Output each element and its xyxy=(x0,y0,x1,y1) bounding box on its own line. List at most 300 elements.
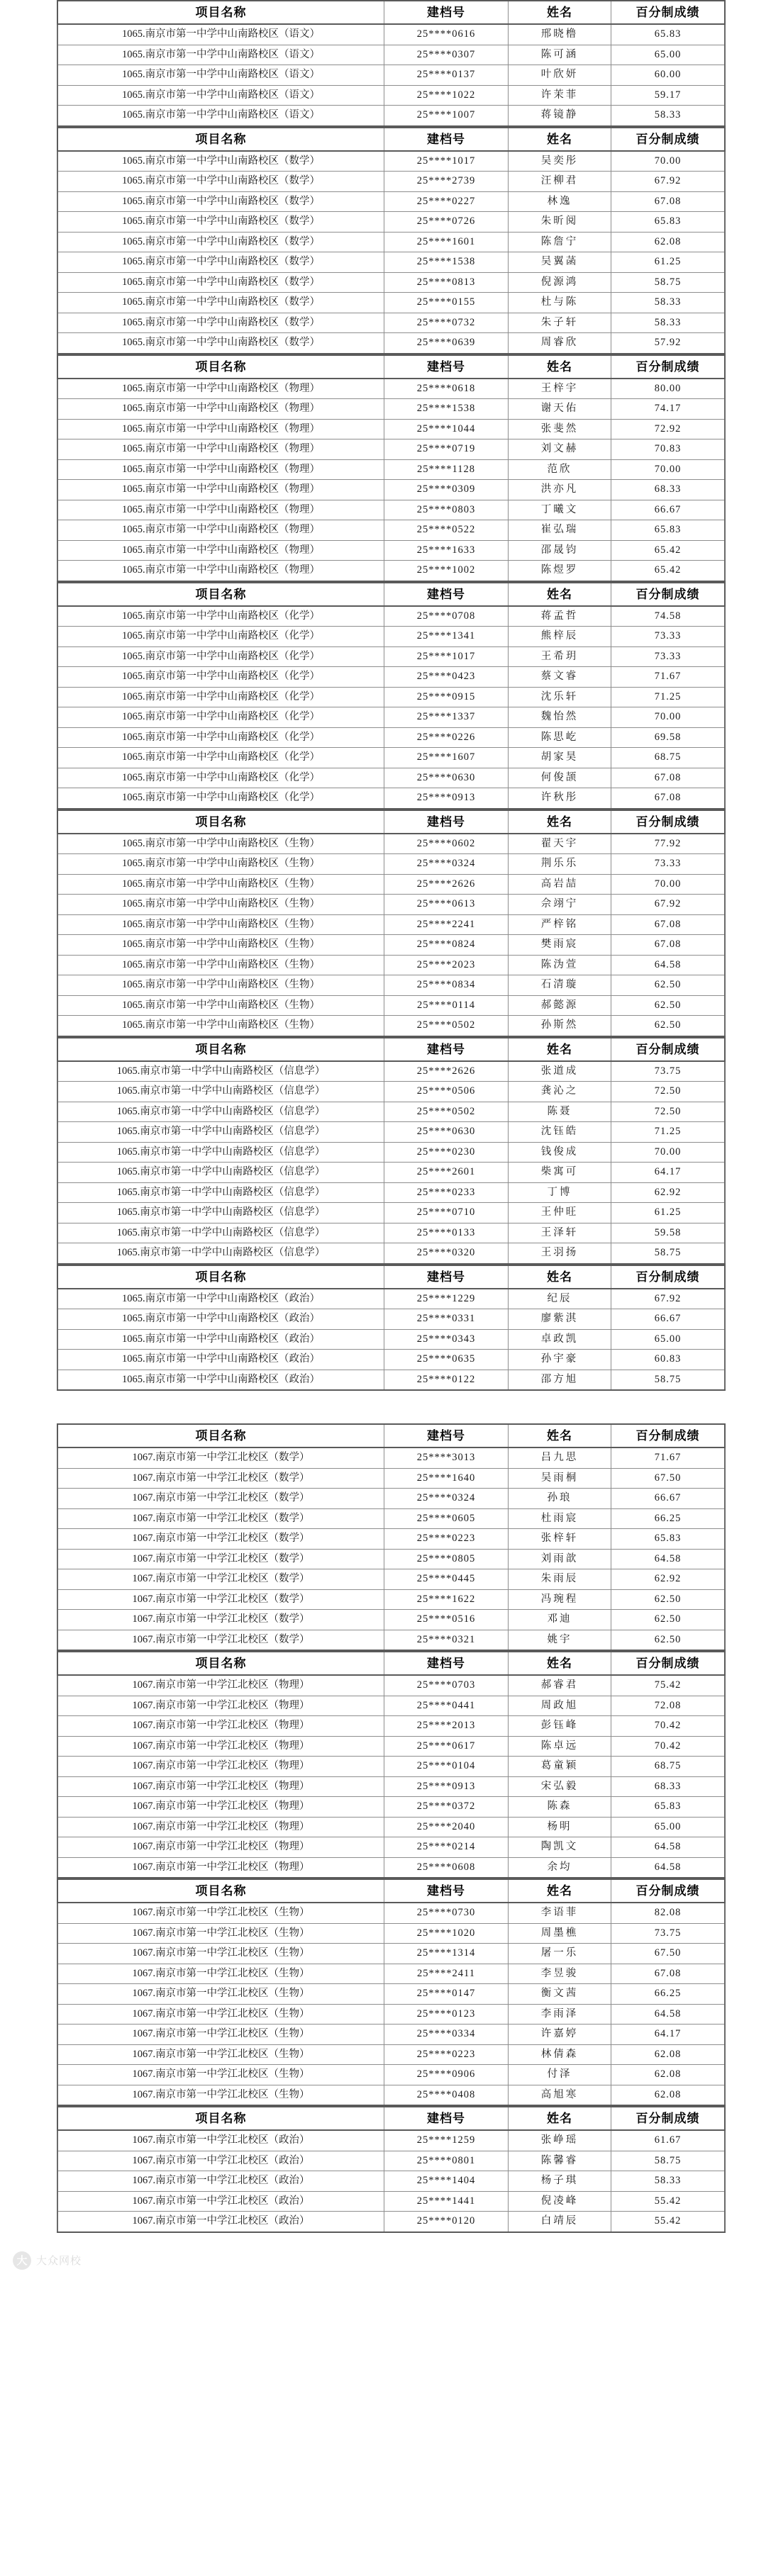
cell-project-name: 1065.南京市第一中学中山南路校区（化学） xyxy=(57,646,384,667)
table-row xyxy=(57,2191,725,2212)
cell-student-name: 佘翊宁 xyxy=(509,895,611,915)
cell-project-name: 1067.南京市第一中学江北校区（物理） xyxy=(57,1837,384,1858)
cell-score: 64.58 xyxy=(611,1857,726,1878)
cell-project-name: 1067.南京市第一中学江北校区（生物） xyxy=(57,1944,384,1964)
cell-student-name: 杜与陈 xyxy=(509,293,611,313)
table-row xyxy=(57,212,725,233)
cell-archive-number: 25****0227 xyxy=(384,191,509,212)
cell-archive-number: 25****0639 xyxy=(384,333,509,354)
table-row xyxy=(57,540,725,561)
table-row xyxy=(57,1203,725,1223)
table-row xyxy=(57,2085,725,2105)
cell-score: 62.50 xyxy=(611,975,726,996)
cell-archive-number: 25****1017 xyxy=(384,646,509,667)
cell-score: 71.67 xyxy=(611,1447,726,1468)
cell-archive-number: 25****1441 xyxy=(384,2191,509,2212)
column-header-project: 项目名称 xyxy=(57,1038,384,1061)
column-header-project: 项目名称 xyxy=(57,1424,384,1447)
column-header-name: 姓名 xyxy=(509,810,611,834)
cell-score: 65.83 xyxy=(611,1529,726,1550)
cell-archive-number: 25****1017 xyxy=(384,151,509,172)
column-header-archive: 建档号 xyxy=(384,1265,509,1289)
cell-student-name: 高岩喆 xyxy=(509,874,611,895)
cell-score: 64.17 xyxy=(611,1163,726,1183)
cell-archive-number: 25****1607 xyxy=(384,748,509,768)
column-header-name: 姓名 xyxy=(509,1652,611,1675)
table-row xyxy=(57,975,725,996)
cell-project-name: 1065.南京市第一中学中山南路校区（信息学） xyxy=(57,1061,384,1082)
cell-project-name: 1065.南京市第一中学中山南路校区（物理） xyxy=(57,500,384,520)
table-row xyxy=(57,333,725,354)
cell-score: 70.00 xyxy=(611,151,726,172)
table-row xyxy=(57,1163,725,1183)
cell-project-name: 1065.南京市第一中学中山南路校区（物理） xyxy=(57,480,384,500)
cell-project-name: 1065.南京市第一中学中山南路校区（信息学） xyxy=(57,1223,384,1243)
cell-project-name: 1065.南京市第一中学中山南路校区（信息学） xyxy=(57,1122,384,1143)
table-row xyxy=(57,1837,725,1858)
cell-student-name: 严梓铭 xyxy=(509,914,611,935)
cell-score: 61.25 xyxy=(611,252,726,273)
cell-score: 68.33 xyxy=(611,480,726,500)
table-row xyxy=(57,1857,725,1878)
cell-score: 58.75 xyxy=(611,1370,726,1390)
cell-score: 67.08 xyxy=(611,788,726,809)
cell-student-name: 陈聂 xyxy=(509,1102,611,1122)
column-header-project: 项目名称 xyxy=(57,1265,384,1289)
cell-archive-number: 25****1622 xyxy=(384,1589,509,1610)
cell-score: 59.58 xyxy=(611,1223,726,1243)
cell-score: 80.00 xyxy=(611,379,726,399)
cell-student-name: 胡家昊 xyxy=(509,748,611,768)
cell-student-name: 叶欣妍 xyxy=(509,65,611,86)
cell-score: 58.33 xyxy=(611,293,726,313)
cell-archive-number: 25****0155 xyxy=(384,293,509,313)
cell-project-name: 1067.南京市第一中学江北校区（物理） xyxy=(57,1817,384,1837)
cell-archive-number: 25****0732 xyxy=(384,313,509,333)
results-table xyxy=(57,1037,726,1265)
cell-archive-number: 25****2013 xyxy=(384,1716,509,1737)
cell-student-name: 邓迪 xyxy=(509,1610,611,1630)
cell-student-name: 何俊颉 xyxy=(509,768,611,788)
cell-student-name: 孙琅 xyxy=(509,1489,611,1509)
column-header-archive: 建档号 xyxy=(384,128,509,151)
cell-archive-number: 25****0123 xyxy=(384,2004,509,2025)
column-header-name: 姓名 xyxy=(509,2107,611,2130)
cell-score: 64.17 xyxy=(611,2025,726,2045)
cell-student-name: 张道成 xyxy=(509,1061,611,1082)
cell-project-name: 1065.南京市第一中学中山南路校区（数学） xyxy=(57,252,384,273)
cell-score: 72.08 xyxy=(611,1696,726,1716)
table-row xyxy=(57,1817,725,1837)
table-row xyxy=(57,1776,725,1797)
table-row xyxy=(57,1182,725,1203)
results-table xyxy=(57,1423,726,1651)
cell-archive-number: 25****0214 xyxy=(384,1837,509,1858)
table-row xyxy=(57,895,725,915)
cell-score: 67.92 xyxy=(611,895,726,915)
table-row xyxy=(57,768,725,788)
cell-score: 62.08 xyxy=(611,2085,726,2105)
cell-archive-number: 25****0104 xyxy=(384,1757,509,1777)
cell-archive-number: 25****0137 xyxy=(384,65,509,86)
cell-archive-number: 25****2241 xyxy=(384,914,509,935)
cell-project-name: 1065.南京市第一中学中山南路校区（数学） xyxy=(57,151,384,172)
table-row xyxy=(57,191,725,212)
cell-project-name: 1067.南京市第一中学江北校区（数学） xyxy=(57,1630,384,1650)
cell-archive-number: 25****0502 xyxy=(384,1102,509,1122)
cell-student-name: 王羽扬 xyxy=(509,1243,611,1264)
table-row xyxy=(57,834,725,854)
cell-student-name: 宋弘毅 xyxy=(509,1776,611,1797)
table-row xyxy=(57,935,725,956)
cell-student-name: 陈思屹 xyxy=(509,727,611,748)
table-row xyxy=(57,45,725,65)
cell-student-name: 许秋彤 xyxy=(509,788,611,809)
table-row xyxy=(57,1797,725,1818)
cell-score: 58.33 xyxy=(611,2171,726,2192)
cell-student-name: 陶凯文 xyxy=(509,1837,611,1858)
cell-score: 62.50 xyxy=(611,1589,726,1610)
cell-score: 66.25 xyxy=(611,1508,726,1529)
cell-archive-number: 25****0343 xyxy=(384,1329,509,1350)
cell-archive-number: 25****1640 xyxy=(384,1468,509,1489)
cell-score: 67.08 xyxy=(611,935,726,956)
watermark-text: 大众网校 xyxy=(36,2255,82,2267)
cell-project-name: 1065.南京市第一中学中山南路校区（政治） xyxy=(57,1289,384,1309)
cell-project-name: 1065.南京市第一中学中山南路校区（信息学） xyxy=(57,1163,384,1183)
cell-student-name: 陈煜罗 xyxy=(509,561,611,581)
cell-project-name: 1067.南京市第一中学江北校区（物理） xyxy=(57,1736,384,1757)
table-header-row xyxy=(57,810,725,834)
cell-student-name: 王仲旺 xyxy=(509,1203,611,1223)
cell-project-name: 1067.南京市第一中学江北校区（生物） xyxy=(57,1903,384,1923)
cell-archive-number: 25****2626 xyxy=(384,874,509,895)
column-header-score: 百分制成绩 xyxy=(611,1424,726,1447)
table-row xyxy=(57,1944,725,1964)
cell-project-name: 1065.南京市第一中学中山南路校区（生物） xyxy=(57,995,384,1016)
table-row xyxy=(57,1549,725,1569)
cell-project-name: 1065.南京市第一中学中山南路校区（数学） xyxy=(57,333,384,354)
cell-archive-number: 25****0915 xyxy=(384,687,509,707)
table-row xyxy=(57,1082,725,1102)
column-header-project: 项目名称 xyxy=(57,128,384,151)
campus-1067-block xyxy=(57,1423,709,2233)
cell-archive-number: 25****1633 xyxy=(384,540,509,561)
cell-project-name: 1065.南京市第一中学中山南路校区（政治） xyxy=(57,1329,384,1350)
cell-project-name: 1065.南京市第一中学中山南路校区（信息学） xyxy=(57,1102,384,1122)
table-row xyxy=(57,1984,725,2005)
cell-project-name: 1065.南京市第一中学中山南路校区（语文） xyxy=(57,65,384,86)
cell-score: 70.42 xyxy=(611,1736,726,1757)
cell-archive-number: 25****0226 xyxy=(384,727,509,748)
cell-score: 62.08 xyxy=(611,2044,726,2065)
cell-archive-number: 25****0133 xyxy=(384,1223,509,1243)
cell-student-name: 廖紫淇 xyxy=(509,1309,611,1330)
table-row xyxy=(57,2004,725,2025)
table-row xyxy=(57,65,725,86)
cell-student-name: 刘文赫 xyxy=(509,439,611,460)
cell-project-name: 1065.南京市第一中学中山南路校区（信息学） xyxy=(57,1203,384,1223)
cell-project-name: 1067.南京市第一中学江北校区（数学） xyxy=(57,1610,384,1630)
cell-project-name: 1065.南京市第一中学中山南路校区（物理） xyxy=(57,520,384,541)
cell-score: 71.67 xyxy=(611,667,726,688)
cell-project-name: 1065.南京市第一中学中山南路校区（语文） xyxy=(57,45,384,65)
cell-score: 74.58 xyxy=(611,606,726,627)
cell-project-name: 1065.南京市第一中学中山南路校区（政治） xyxy=(57,1350,384,1370)
cell-score: 61.25 xyxy=(611,1203,726,1223)
section-spacer xyxy=(0,1391,766,1423)
cell-project-name: 1065.南京市第一中学中山南路校区（数学） xyxy=(57,313,384,333)
table-row xyxy=(57,627,725,647)
table-row xyxy=(57,379,725,399)
cell-score: 65.42 xyxy=(611,540,726,561)
cell-archive-number: 25****0307 xyxy=(384,45,509,65)
cell-archive-number: 25****3013 xyxy=(384,1447,509,1468)
cell-project-name: 1065.南京市第一中学中山南路校区（化学） xyxy=(57,687,384,707)
cell-project-name: 1065.南京市第一中学中山南路校区（政治） xyxy=(57,1309,384,1330)
cell-student-name: 丁博 xyxy=(509,1182,611,1203)
cell-archive-number: 25****0506 xyxy=(384,1082,509,1102)
table-row xyxy=(57,24,725,45)
cell-student-name: 郝懿源 xyxy=(509,995,611,1016)
cell-project-name: 1065.南京市第一中学中山南路校区（生物） xyxy=(57,935,384,956)
cell-student-name: 翟天宇 xyxy=(509,834,611,854)
cell-project-name: 1065.南京市第一中学中山南路校区（语文） xyxy=(57,24,384,45)
table-header-row xyxy=(57,583,725,606)
table-row xyxy=(57,561,725,581)
cell-project-name: 1065.南京市第一中学中山南路校区（物理） xyxy=(57,439,384,460)
table-row xyxy=(57,2212,725,2232)
table-row xyxy=(57,1309,725,1330)
cell-student-name: 陈詹宁 xyxy=(509,232,611,252)
table-row xyxy=(57,995,725,1016)
table-row xyxy=(57,2065,725,2085)
cell-score: 57.92 xyxy=(611,333,726,354)
column-header-archive: 建档号 xyxy=(384,810,509,834)
cell-project-name: 1065.南京市第一中学中山南路校区（政治） xyxy=(57,1370,384,1390)
table-header-row xyxy=(57,1,725,24)
cell-score: 65.00 xyxy=(611,45,726,65)
cell-score: 65.83 xyxy=(611,520,726,541)
column-header-project: 项目名称 xyxy=(57,583,384,606)
cell-student-name: 陈森 xyxy=(509,1797,611,1818)
table-row xyxy=(57,1102,725,1122)
cell-project-name: 1065.南京市第一中学中山南路校区（生物） xyxy=(57,895,384,915)
cell-archive-number: 25****0441 xyxy=(384,1696,509,1716)
cell-student-name: 蒋孟哲 xyxy=(509,606,611,627)
cell-project-name: 1065.南京市第一中学中山南路校区（化学） xyxy=(57,768,384,788)
cell-score: 58.75 xyxy=(611,2151,726,2171)
cell-score: 67.08 xyxy=(611,191,726,212)
cell-archive-number: 25****0824 xyxy=(384,935,509,956)
cell-archive-number: 25****2411 xyxy=(384,1964,509,1984)
cell-project-name: 1065.南京市第一中学中山南路校区（化学） xyxy=(57,748,384,768)
column-header-archive: 建档号 xyxy=(384,583,509,606)
table-row xyxy=(57,1142,725,1163)
cell-student-name: 蔡文睿 xyxy=(509,667,611,688)
cell-project-name: 1065.南京市第一中学中山南路校区（生物） xyxy=(57,975,384,996)
cell-archive-number: 25****2739 xyxy=(384,172,509,192)
cell-project-name: 1067.南京市第一中学江北校区（物理） xyxy=(57,1776,384,1797)
cell-project-name: 1065.南京市第一中学中山南路校区（物理） xyxy=(57,419,384,439)
column-header-project: 项目名称 xyxy=(57,355,384,379)
cell-score: 73.75 xyxy=(611,1923,726,1944)
cell-student-name: 邢晓橹 xyxy=(509,24,611,45)
cell-student-name: 王希玥 xyxy=(509,646,611,667)
cell-archive-number: 25****0423 xyxy=(384,667,509,688)
cell-student-name: 陈沩萱 xyxy=(509,955,611,975)
table-row xyxy=(57,1630,725,1650)
cell-score: 82.08 xyxy=(611,1903,726,1923)
cell-student-name: 林倩森 xyxy=(509,2044,611,2065)
column-header-name: 姓名 xyxy=(509,1424,611,1447)
column-header-score: 百分制成绩 xyxy=(611,1,726,24)
cell-project-name: 1067.南京市第一中学江北校区（生物） xyxy=(57,2065,384,2085)
column-header-score: 百分制成绩 xyxy=(611,128,726,151)
cell-project-name: 1065.南京市第一中学中山南路校区（信息学） xyxy=(57,1082,384,1102)
table-row xyxy=(57,1350,725,1370)
table-row xyxy=(57,748,725,768)
cell-score: 67.08 xyxy=(611,914,726,935)
table-row xyxy=(57,1903,725,1923)
table-row xyxy=(57,1529,725,1550)
table-row xyxy=(57,1696,725,1716)
table-header-row xyxy=(57,2107,725,2130)
table-row xyxy=(57,1675,725,1696)
cell-archive-number: 25****2023 xyxy=(384,955,509,975)
cell-student-name: 周睿欣 xyxy=(509,333,611,354)
cell-student-name: 崔弘瑞 xyxy=(509,520,611,541)
cell-score: 67.50 xyxy=(611,1468,726,1489)
column-header-archive: 建档号 xyxy=(384,1,509,24)
cell-archive-number: 25****0502 xyxy=(384,1016,509,1036)
cell-score: 62.92 xyxy=(611,1182,726,1203)
cell-archive-number: 25****0708 xyxy=(384,606,509,627)
cell-student-name: 谢天佑 xyxy=(509,399,611,420)
cell-project-name: 1067.南京市第一中学江北校区（政治） xyxy=(57,2130,384,2151)
table-row xyxy=(57,1964,725,1984)
cell-project-name: 1065.南京市第一中学中山南路校区（生物） xyxy=(57,834,384,854)
cell-student-name: 倪凌峰 xyxy=(509,2191,611,2212)
cell-score: 62.50 xyxy=(611,1016,726,1036)
table-row xyxy=(57,2044,725,2065)
table-row xyxy=(57,172,725,192)
cell-archive-number: 25****0324 xyxy=(384,854,509,875)
cell-score: 73.33 xyxy=(611,627,726,647)
cell-score: 77.92 xyxy=(611,834,726,854)
cell-student-name: 朱雨辰 xyxy=(509,1569,611,1590)
cell-archive-number: 25****0372 xyxy=(384,1797,509,1818)
table-row xyxy=(57,252,725,273)
cell-student-name: 汪柳君 xyxy=(509,172,611,192)
table-row xyxy=(57,1243,725,1264)
cell-student-name: 吴雨桐 xyxy=(509,1468,611,1489)
column-header-archive: 建档号 xyxy=(384,1424,509,1447)
cell-project-name: 1067.南京市第一中学江北校区（生物） xyxy=(57,1964,384,1984)
cell-project-name: 1065.南京市第一中学中山南路校区（物理） xyxy=(57,459,384,480)
cell-score: 73.33 xyxy=(611,646,726,667)
cell-score: 58.75 xyxy=(611,272,726,293)
cell-archive-number: 25****0608 xyxy=(384,1857,509,1878)
cell-project-name: 1067.南京市第一中学江北校区（物理） xyxy=(57,1716,384,1737)
cell-score: 65.42 xyxy=(611,561,726,581)
cell-archive-number: 25****0408 xyxy=(384,2085,509,2105)
cell-archive-number: 25****1128 xyxy=(384,459,509,480)
cell-project-name: 1067.南京市第一中学江北校区（政治） xyxy=(57,2212,384,2232)
column-header-score: 百分制成绩 xyxy=(611,1879,726,1903)
cell-score: 73.33 xyxy=(611,854,726,875)
cell-score: 60.00 xyxy=(611,65,726,86)
cell-archive-number: 25****0147 xyxy=(384,1984,509,2005)
cell-student-name: 邵晟钧 xyxy=(509,540,611,561)
cell-archive-number: 25****0605 xyxy=(384,1508,509,1529)
cell-score: 69.58 xyxy=(611,727,726,748)
cell-score: 60.83 xyxy=(611,1350,726,1370)
table-header-row xyxy=(57,1424,725,1447)
table-row xyxy=(57,667,725,688)
cell-archive-number: 25****2040 xyxy=(384,1817,509,1837)
cell-student-name: 杨明 xyxy=(509,1817,611,1837)
cell-score: 65.83 xyxy=(611,1797,726,1818)
cell-project-name: 1067.南京市第一中学江北校区（生物） xyxy=(57,2004,384,2025)
cell-archive-number: 25****0618 xyxy=(384,379,509,399)
cell-archive-number: 25****0630 xyxy=(384,768,509,788)
table-row xyxy=(57,1122,725,1143)
cell-project-name: 1065.南京市第一中学中山南路校区（生物） xyxy=(57,874,384,895)
cell-score: 62.50 xyxy=(611,995,726,1016)
table-row xyxy=(57,232,725,252)
cell-student-name: 许茉菲 xyxy=(509,85,611,106)
cell-score: 70.00 xyxy=(611,459,726,480)
table-row xyxy=(57,2151,725,2171)
cell-student-name: 吕九思 xyxy=(509,1447,611,1468)
cell-project-name: 1067.南京市第一中学江北校区（生物） xyxy=(57,2085,384,2105)
cell-score: 67.92 xyxy=(611,1289,726,1309)
table-row xyxy=(57,1016,725,1036)
table-row xyxy=(57,520,725,541)
cell-student-name: 熊梓辰 xyxy=(509,627,611,647)
cell-score: 58.33 xyxy=(611,106,726,126)
cell-archive-number: 25****0834 xyxy=(384,975,509,996)
cell-student-name: 张峥瑶 xyxy=(509,2130,611,2151)
cell-archive-number: 25****1404 xyxy=(384,2171,509,2192)
cell-project-name: 1067.南京市第一中学江北校区（生物） xyxy=(57,1923,384,1944)
cell-archive-number: 25****1044 xyxy=(384,419,509,439)
cell-archive-number: 25****0703 xyxy=(384,1675,509,1696)
table-row xyxy=(57,1757,725,1777)
column-header-score: 百分制成绩 xyxy=(611,355,726,379)
cell-student-name: 许嘉婷 xyxy=(509,2025,611,2045)
cell-student-name: 丁曦文 xyxy=(509,500,611,520)
cell-project-name: 1065.南京市第一中学中山南路校区（数学） xyxy=(57,232,384,252)
cell-student-name: 柴寓可 xyxy=(509,1163,611,1183)
table-header-row xyxy=(57,1265,725,1289)
cell-archive-number: 25****0331 xyxy=(384,1309,509,1330)
column-header-score: 百分制成绩 xyxy=(611,1038,726,1061)
cell-student-name: 林逸 xyxy=(509,191,611,212)
cell-project-name: 1065.南京市第一中学中山南路校区（信息学） xyxy=(57,1182,384,1203)
cell-archive-number: 25****0114 xyxy=(384,995,509,1016)
column-header-project: 项目名称 xyxy=(57,2107,384,2130)
cell-score: 62.08 xyxy=(611,232,726,252)
cell-project-name: 1065.南京市第一中学中山南路校区（数学） xyxy=(57,191,384,212)
cell-project-name: 1065.南京市第一中学中山南路校区（信息学） xyxy=(57,1243,384,1264)
table-row xyxy=(57,874,725,895)
cell-student-name: 李雨泽 xyxy=(509,2004,611,2025)
cell-score: 68.33 xyxy=(611,1776,726,1797)
cell-archive-number: 25****1020 xyxy=(384,1923,509,1944)
table-row xyxy=(57,1508,725,1529)
